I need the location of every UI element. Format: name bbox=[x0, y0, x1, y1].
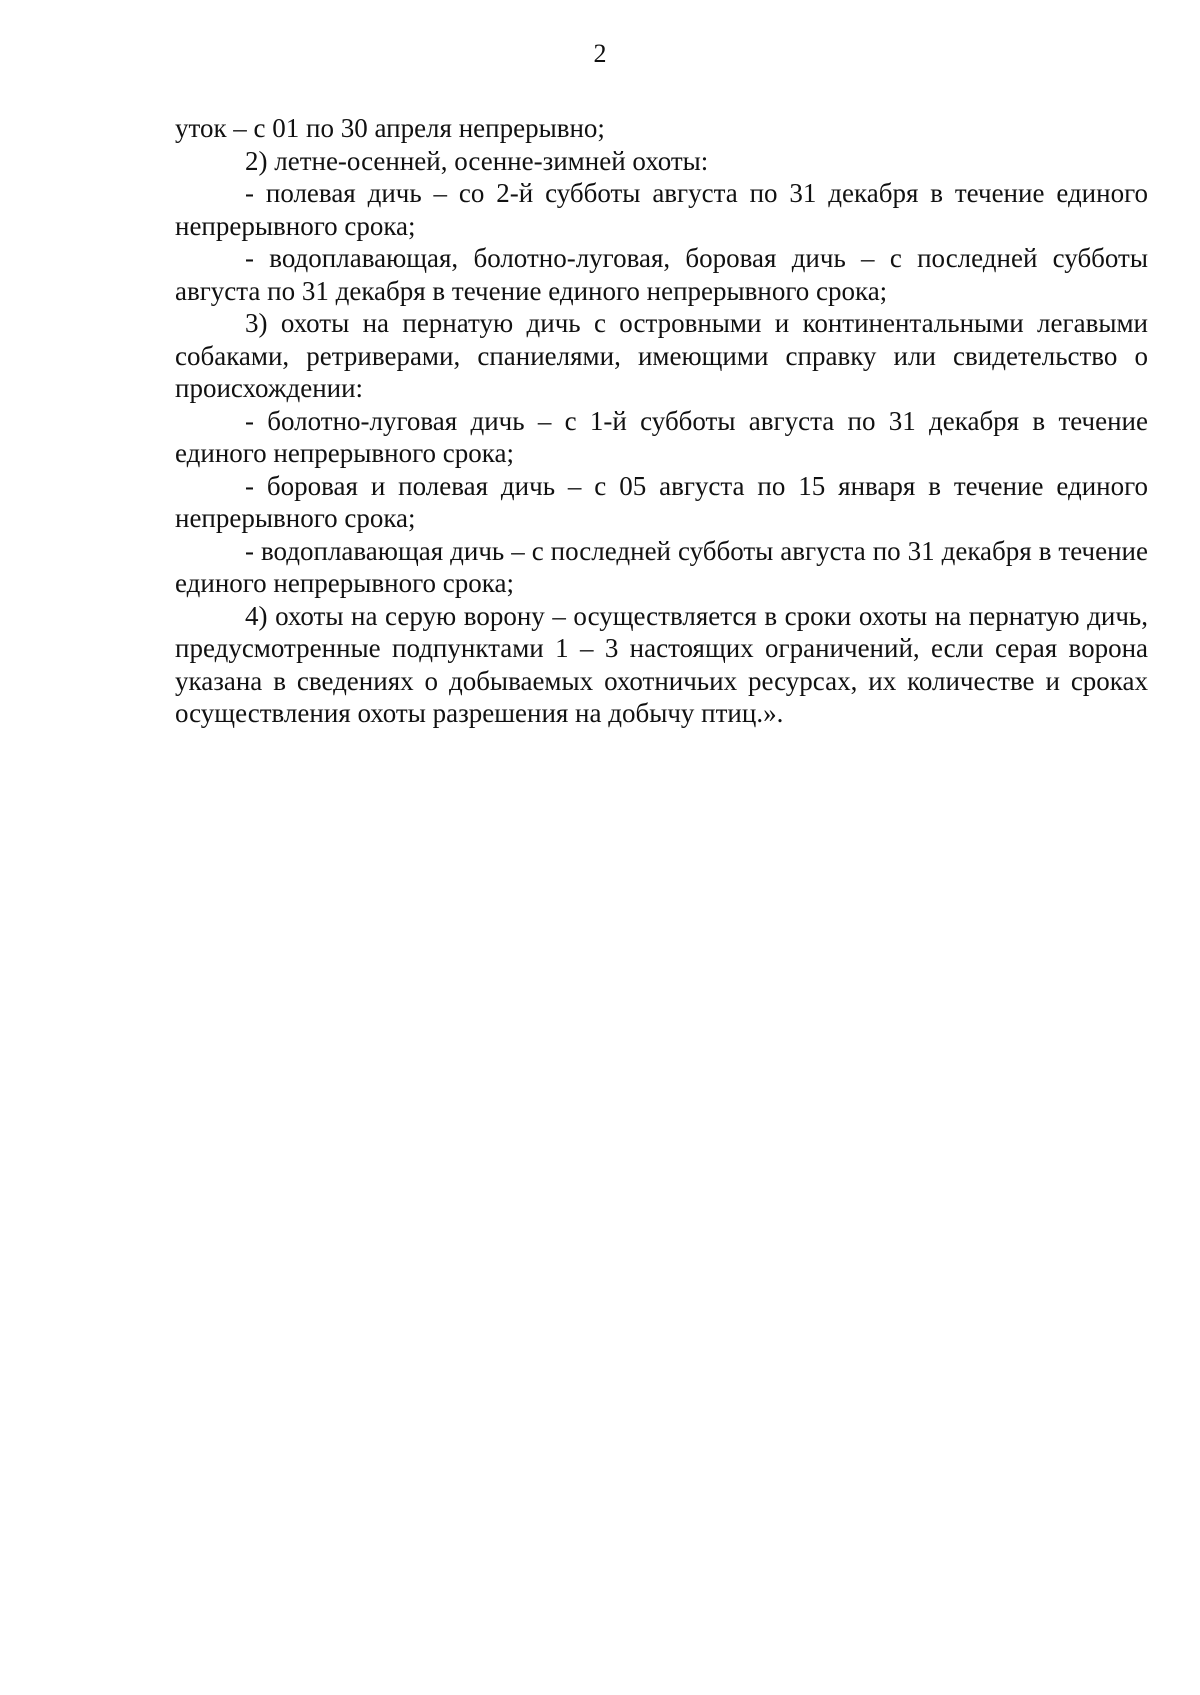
paragraph-dogs-heading: 3) охоты на пернатую дичь с островными и континентальными легавыми собаками, ретриверами, спаниелями, имеющими справку или свидетельство о происхождении: bbox=[175, 308, 1148, 403]
document-body bbox=[175, 112, 1148, 730]
paragraph-waterfowl-marsh-upland: - водоплавающая, болотно-луговая, боровая дичь – с последней субботы августа по 31 декабря в течение единого непрерывного срока; bbox=[175, 243, 1148, 306]
paragraph-grey-crow: 4) охоты на серую ворону – осуществляется в сроки охоты на пернатую дичь, предусмотренные подпунктами 1 – 3 настоящих ограничений, если серая ворона указана в сведениях о добываемых охотничьих ресурсах, их количестве и сроках осуществления охоты разрешения на добычу птиц.». bbox=[175, 600, 1148, 728]
paragraph-field-game: - полевая дичь – со 2-й субботы августа по 31 декабря в течение единого непрерывного срока; bbox=[175, 178, 1148, 241]
page-number: 2 bbox=[593, 39, 607, 68]
paragraph-marsh-game-dogs: - болотно-луговая дичь – с 1-й субботы августа по 31 декабря в течение единого непрерывного срока; bbox=[175, 405, 1148, 468]
paragraph-upland-field-dogs: - боровая и полевая дичь – с 05 августа по 15 января в течение единого непрерывного срока; bbox=[175, 470, 1148, 533]
paragraph-ducks-spring: уток – с 01 по 30 апреля непрерывно; bbox=[175, 113, 605, 143]
paragraph-summer-autumn-heading: 2) летне-осенней, осенне-зимней охоты: bbox=[245, 145, 709, 176]
paragraph-waterfowl-dogs: - водоплавающая дичь – с последней субботы августа по 31 декабря в течение единого непрерывного срока; bbox=[175, 535, 1148, 598]
